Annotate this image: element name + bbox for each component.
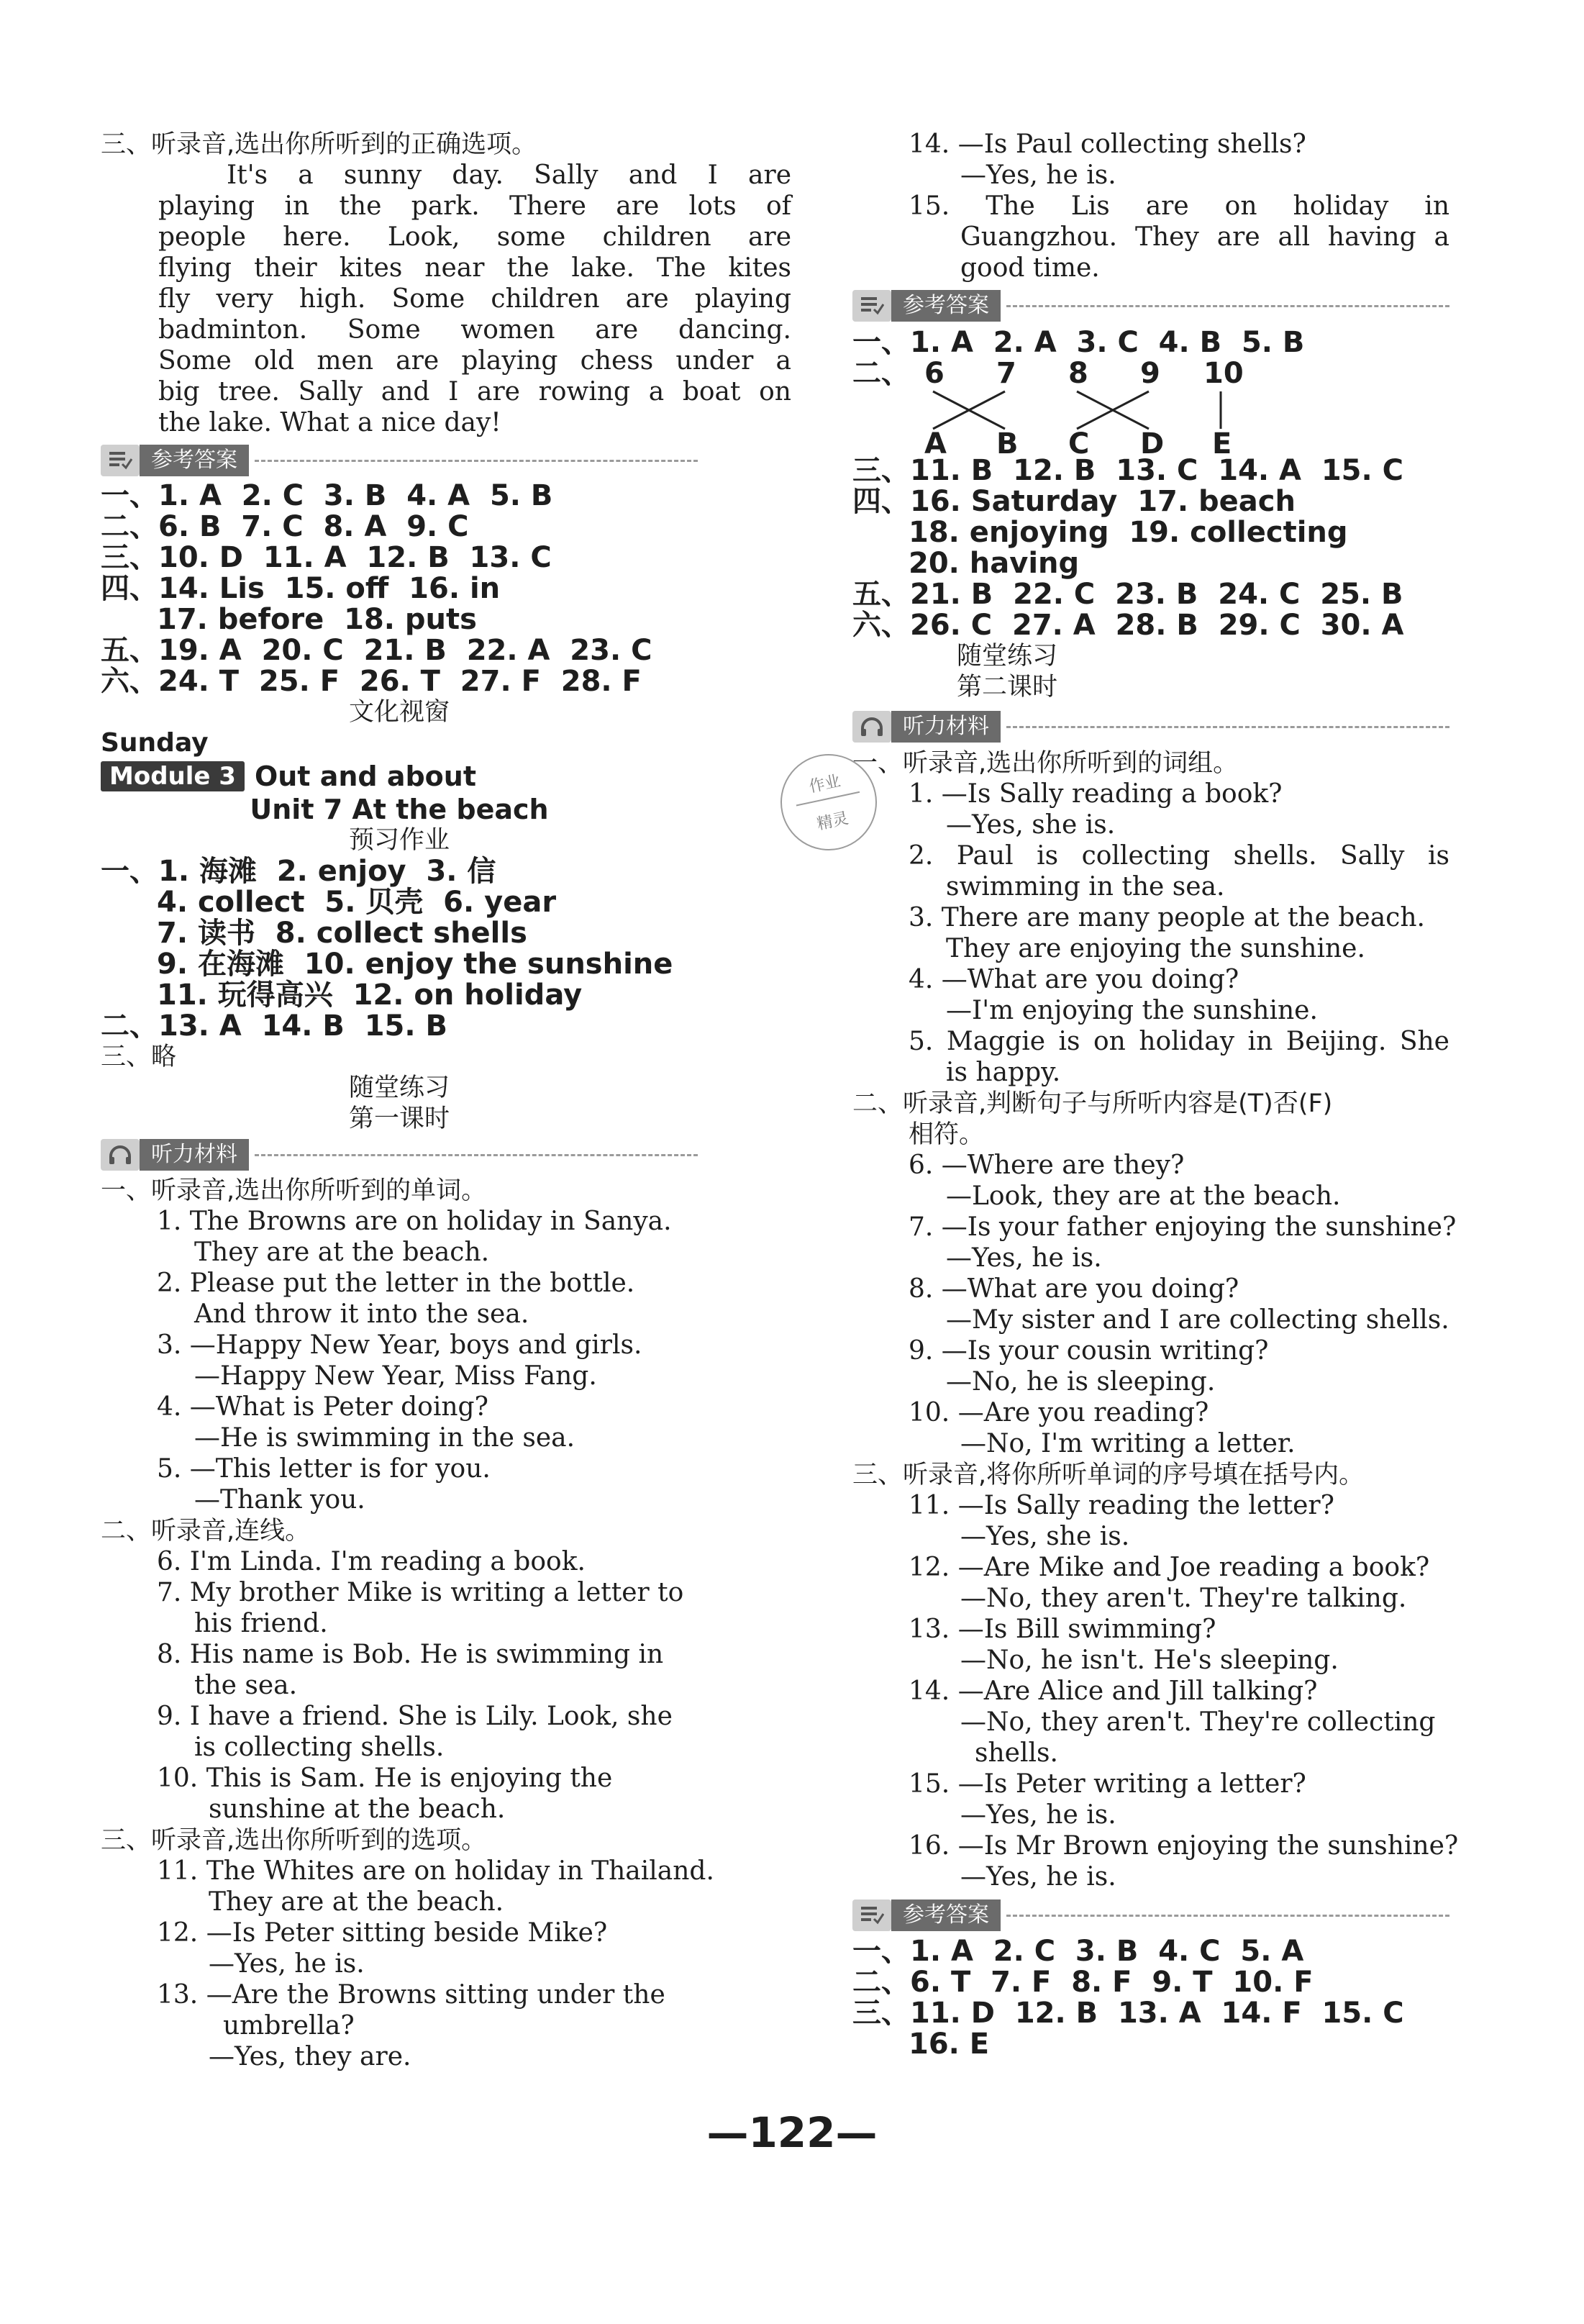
listening-item: 14. —Are Alice and Jill talking?	[909, 1676, 1318, 1706]
listening-item: 12. —Are Mike and Joe reading a book?	[909, 1553, 1430, 1582]
passage-line: the lake. What a nice day!	[158, 408, 501, 437]
listening-item: 16. —Is Mr Brown enjoying the sunshine?	[909, 1831, 1459, 1861]
listening-item: —Yes, they are.	[209, 2042, 411, 2071]
listening-item: 3. —Happy New Year, boys and girls.	[157, 1330, 642, 1360]
sunday-label: Sunday	[101, 728, 209, 758]
page-number: —122—	[706, 2108, 878, 2157]
preview-line: 11. 玩得高兴 12. on holiday	[157, 979, 583, 1012]
listening-item: 5. Maggie is on holiday in Beijing. She	[909, 1027, 1449, 1056]
listening-item: 13. —Is Bill swimming?	[909, 1615, 1216, 1644]
passage-line: It's a sunny day. Sally and I are	[227, 160, 791, 190]
match-number: 8	[1068, 357, 1088, 390]
dashed-divider	[1006, 305, 1449, 307]
answer-line: 三、11. D 12. B 13. A 14. F 15. C	[852, 1997, 1404, 2030]
dashed-divider	[1006, 1915, 1449, 1917]
passage-line: big tree. Sally and I are rowing a boat on	[158, 377, 791, 407]
stamp-top-text: 作业	[807, 772, 842, 796]
listening-item: umbrella?	[223, 2011, 355, 2041]
listening-item: 10. —Are you reading?	[909, 1398, 1209, 1427]
listening-item: —Yes, he is.	[960, 160, 1116, 190]
listening-item: the sea.	[194, 1671, 298, 1700]
preview-line: 三、略	[101, 1043, 177, 1071]
answer-line: 二、6. T 7. F 8. F 9. T 10. F	[852, 1966, 1314, 1999]
answer-line: 一、1. A 2. C 3. B 4. C 5. A	[852, 1935, 1304, 1968]
passage-line: playing in the park. There are lots of	[158, 191, 791, 221]
listening-item: 4. —What are you doing?	[909, 965, 1239, 994]
answer-line: 六、26. C 27. A 28. B 29. C 30. A	[852, 609, 1404, 642]
match-letter: B	[996, 427, 1019, 460]
listening-item: Guangzhou. They are all having a	[960, 222, 1449, 252]
passage-line: flying their kites near the lake. The kites	[158, 253, 791, 283]
preview-line: 7. 读书 8. collect shells	[157, 917, 527, 950]
listening-item: swimming in the sea.	[946, 872, 1225, 902]
listening-item: They are at the beach.	[194, 1238, 490, 1267]
section-heading: 二、听录音,连线。	[101, 1517, 311, 1545]
listening-item: 2. Paul is collecting shells. Sally is	[909, 841, 1449, 871]
listening-item: And throw it into the sea.	[194, 1299, 529, 1329]
module-title: Out and about	[254, 761, 476, 792]
preview-line: 4. collect 5. 贝壳 6. year	[157, 886, 557, 919]
listening-item: —No, he is sleeping.	[946, 1367, 1216, 1397]
answer-line: 17. before 18. puts	[157, 603, 477, 636]
listening-item: —Happy New Year, Miss Fang.	[194, 1361, 597, 1391]
answers-header	[101, 445, 698, 476]
answers-header	[852, 290, 1449, 322]
answers-label: 参考答案	[140, 445, 249, 476]
listening-item: 12. —Is Peter sitting beside Mike?	[157, 1918, 608, 1948]
section-heading: 三、听录音,将你所听单词的序号填在括号内。	[852, 1461, 1365, 1489]
listening-item: —No, he isn't. He's sleeping.	[960, 1646, 1339, 1675]
match-letter: A	[924, 427, 947, 460]
listening-item: —No, I'm writing a letter.	[960, 1429, 1296, 1458]
section-heading: 三、听录音,选出你所听到的正确选项。	[101, 130, 537, 159]
listening-item: 11. The Whites are on holiday in Thailand.	[157, 1856, 714, 1886]
listening-item: 7. —Is your father enjoying the sunshine?	[909, 1212, 1457, 1242]
answer-line: 四、16. Saturday 17. beach	[852, 485, 1296, 518]
culture-title: 文化视窗	[348, 698, 450, 727]
match-letter: C	[1068, 427, 1090, 460]
listening-item: —My sister and I are collecting shells.	[946, 1305, 1449, 1335]
listening-item: —Yes, he is.	[946, 1243, 1102, 1273]
listening-item: 5. —This letter is for you.	[157, 1454, 491, 1484]
answer-book-icon	[852, 290, 891, 322]
listening-item: —Yes, he is.	[209, 1949, 365, 1979]
answer-line: 20. having	[909, 547, 1080, 580]
match-number: 6	[924, 357, 945, 390]
listening-item: They are enjoying the sunshine.	[946, 934, 1365, 963]
listening-item: 6. —Where are they?	[909, 1150, 1185, 1180]
stamp-bottom-text: 精灵	[815, 809, 850, 834]
section-heading: 一、听录音,选出你所听到的单词。	[101, 1176, 487, 1205]
passage-line: fly very high. Some children are playing	[158, 284, 791, 314]
section-heading: 相符。	[909, 1120, 985, 1149]
answer-line: 三、10. D 11. A 12. B 13. C	[101, 541, 552, 574]
listening-item: is collecting shells.	[194, 1733, 445, 1762]
listening-item: —Yes, she is.	[960, 1522, 1130, 1551]
lesson-title: 第一课时	[348, 1104, 450, 1133]
module-tag: Module 3	[101, 761, 245, 791]
answer-line: 一、1. A 2. A 3. C 4. B 5. B	[852, 326, 1305, 359]
listening-item: good time.	[960, 253, 1100, 283]
listening-item: 13. —Are the Browns sitting under the	[157, 1980, 665, 2010]
listening-item: —Yes, he is.	[960, 1862, 1116, 1892]
listening-item: is happy.	[946, 1058, 1061, 1087]
answer-line: 五、19. A 20. C 21. B 22. A 23. C	[101, 634, 652, 667]
section-heading: 二、听录音,判断句子与所听内容是(T)否(F)	[852, 1089, 1333, 1118]
listening-item: —He is swimming in the sea.	[194, 1423, 575, 1453]
listening-item: —I'm enjoying the sunshine.	[946, 996, 1318, 1025]
preview-line: 9. 在海滩 10. enjoy the sunshine	[157, 948, 673, 981]
match-number: 9	[1140, 357, 1160, 390]
listening-item: 10. This is Sam. He is enjoying the	[157, 1764, 613, 1793]
listening-item: 2. Please put the letter in the bottle.	[157, 1268, 635, 1298]
listening-item: —No, they aren't. They're talking.	[960, 1584, 1407, 1613]
practice-title: 随堂练习	[348, 1074, 450, 1102]
answer-line: 二、6. B 7. C 8. A 9. C	[101, 510, 469, 543]
passage-line: Some old men are playing chess under a	[158, 346, 791, 376]
listening-item: —Look, they are at the beach.	[946, 1181, 1341, 1211]
dashed-divider	[255, 1154, 698, 1156]
listening-item: —Yes, she is.	[946, 810, 1116, 840]
listening-item: shells.	[975, 1738, 1058, 1768]
listening-label: 听力材料	[891, 711, 1001, 743]
answer-book-icon	[852, 1899, 891, 1931]
answers-header	[852, 1899, 1449, 1931]
match-number: 7	[996, 357, 1016, 390]
answers-label: 参考答案	[891, 1899, 1001, 1931]
answer-line: 六、24. T 25. F 26. T 27. F 28. F	[101, 665, 642, 698]
preview-line: 二、13. A 14. B 15. B	[101, 1009, 447, 1043]
answer-book-icon	[101, 445, 140, 476]
listening-item: 11. —Is Sally reading the letter?	[909, 1491, 1334, 1520]
listening-item: his friend.	[194, 1609, 328, 1638]
answers-label: 参考答案	[891, 290, 1001, 322]
answer-line: 16. E	[909, 2028, 990, 2061]
listening-item: 15. The Lis are on holiday in	[909, 191, 1449, 221]
listening-item: 15. —Is Peter writing a letter?	[909, 1769, 1306, 1799]
listening-item: —Thank you.	[194, 1485, 365, 1515]
listening-item: They are at the beach.	[209, 1887, 504, 1917]
listening-item: —Yes, he is.	[960, 1800, 1116, 1830]
answer-line: 三、11. B 12. B 13. C 14. A 15. C	[852, 454, 1403, 487]
listening-item: 8. His name is Bob. He is swimming in	[157, 1640, 664, 1669]
listening-item: —No, they aren't. They're collecting	[960, 1707, 1436, 1737]
match-lines	[852, 389, 1284, 432]
module-banner	[101, 761, 476, 791]
match-number: 10	[1203, 357, 1244, 390]
preview-title: 预习作业	[348, 826, 450, 855]
dashed-divider	[1006, 726, 1449, 728]
answer-line: 五、21. B 22. C 23. B 24. C 25. B	[852, 578, 1403, 611]
listening-item: 4. —What is Peter doing?	[157, 1392, 488, 1422]
listening-item: 6. I'm Linda. I'm reading a book.	[157, 1547, 586, 1576]
section-heading: 一、听录音,选出你所听到的词组。	[852, 749, 1239, 778]
dashed-divider	[255, 460, 698, 462]
headphones-icon	[101, 1139, 140, 1171]
listening-header	[852, 711, 1449, 743]
listening-item: 8. —What are you doing?	[909, 1274, 1239, 1304]
listening-header	[101, 1139, 698, 1171]
answer-line: 18. enjoying 19. collecting	[909, 516, 1348, 549]
answer-line: 一、1. A 2. C 3. B 4. A 5. B	[101, 479, 553, 512]
listening-item: 9. I have a friend. She is Lily. Look, she	[157, 1702, 673, 1731]
match-letter: D	[1140, 427, 1165, 460]
section-heading: 三、听录音,选出你所听到的选项。	[101, 1826, 487, 1855]
headphones-icon	[852, 711, 891, 743]
answer-line: 四、14. Lis 15. off 16. in	[101, 572, 501, 605]
match-letter: E	[1212, 427, 1232, 460]
answer-line: 二、	[852, 357, 910, 390]
passage-line: badminton. Some women are dancing.	[158, 315, 791, 345]
lesson-title: 第二课时	[956, 673, 1057, 702]
preview-line: 一、1. 海滩 2. enjoy 3. 信	[101, 855, 496, 888]
listening-item: 1. The Browns are on holiday in Sanya.	[157, 1207, 672, 1236]
listening-item: sunshine at the beach.	[209, 1794, 506, 1824]
passage-line: people here. Look, some children are	[158, 222, 791, 252]
listening-item: 1. —Is Sally reading a book?	[909, 779, 1283, 809]
listening-item: 3. There are many people at the beach.	[909, 903, 1425, 932]
listening-item: 14. —Is Paul collecting shells?	[909, 130, 1306, 159]
practice-title: 随堂练习	[956, 642, 1057, 671]
listening-label: 听力材料	[140, 1139, 249, 1171]
listening-item: 7. My brother Mike is writing a letter to	[157, 1578, 684, 1607]
listening-item: 9. —Is your cousin writing?	[909, 1336, 1269, 1366]
unit-title: Unit 7 At the beach	[250, 794, 549, 825]
